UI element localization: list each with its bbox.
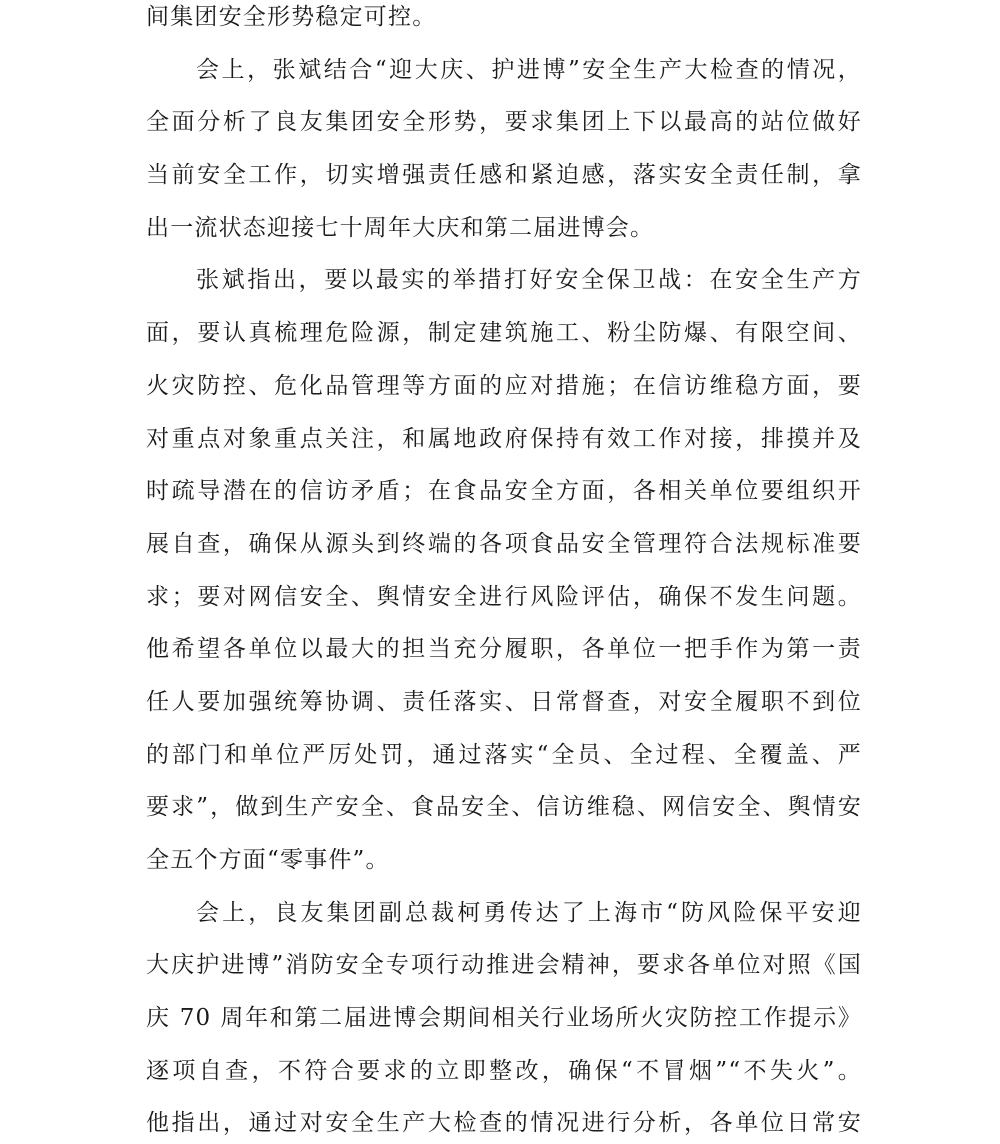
text-line: 要求”，做到生产安全、食品安全、信访维稳、网信安全、舆情安 [146, 794, 862, 821]
text-line: 间集团安全形势稳定可控。 [146, 4, 437, 30]
text-line: 时疏导潜在的信访矛盾；在食品安全方面，各相关单位要组织开 [146, 478, 862, 505]
text-line: 面，要认真梳理危险源，制定建筑施工、粉尘防爆、有限空间、 [146, 320, 862, 347]
text-line: 任人要加强统筹协调、责任落实、日常督查，对安全履职不到位 [146, 688, 862, 715]
text-line: 火灾防控、危化品管理等方面的应对措施；在信访维稳方面，要 [146, 372, 862, 399]
text-line: 全五个方面“零事件”。 [146, 847, 390, 873]
text-line: 展自查，确保从源头到终端的各项食品安全管理符合法规标准要 [146, 530, 862, 557]
text-line: 对重点对象重点关注，和属地政府保持有效工作对接，排摸并及 [146, 425, 862, 452]
text-line: 庆 70 周年和第二届进博会期间相关行业场所火灾防控工作提示》 [146, 1005, 862, 1032]
text-line: 张斌指出，要以最实的举措打好安全保卫战：在安全生产方 [196, 267, 862, 294]
text-line: 他希望各单位以最大的担当充分履职，各单位一把手作为第一责 [146, 636, 862, 663]
text-line: 他指出，通过对安全生产大检查的情况进行分析，各单位日常安 [146, 1110, 862, 1137]
body-text [146, 0, 862, 1144]
text-line: 逐项自查，不符合要求的立即整改，确保“不冒烟”“不失火”。 [146, 1057, 862, 1084]
text-line: 求；要对网信安全、舆情安全进行风险评估，确保不发生问题。 [146, 583, 862, 610]
text-line: 全面分析了良友集团安全形势，要求集团上下以最高的站位做好 [146, 109, 862, 136]
text-line: 会上，良友集团副总裁柯勇传达了上海市“防风险保平安迎 [196, 899, 862, 926]
text-line: 的部门和单位严厉处罚，通过落实“全员、全过程、全覆盖、严 [146, 741, 862, 768]
text-line: 会上，张斌结合“迎大庆、护进博”安全生产大检查的情况， [196, 56, 862, 83]
text-line: 大庆护进博”消防安全专项行动推进会精神，要求各单位对照《国 [146, 952, 862, 979]
text-line: 当前安全工作，切实增强责任感和紧迫感，落实安全责任制，拿 [146, 162, 862, 189]
text-line: 出一流状态迎接七十周年大庆和第二届进博会。 [146, 214, 655, 241]
